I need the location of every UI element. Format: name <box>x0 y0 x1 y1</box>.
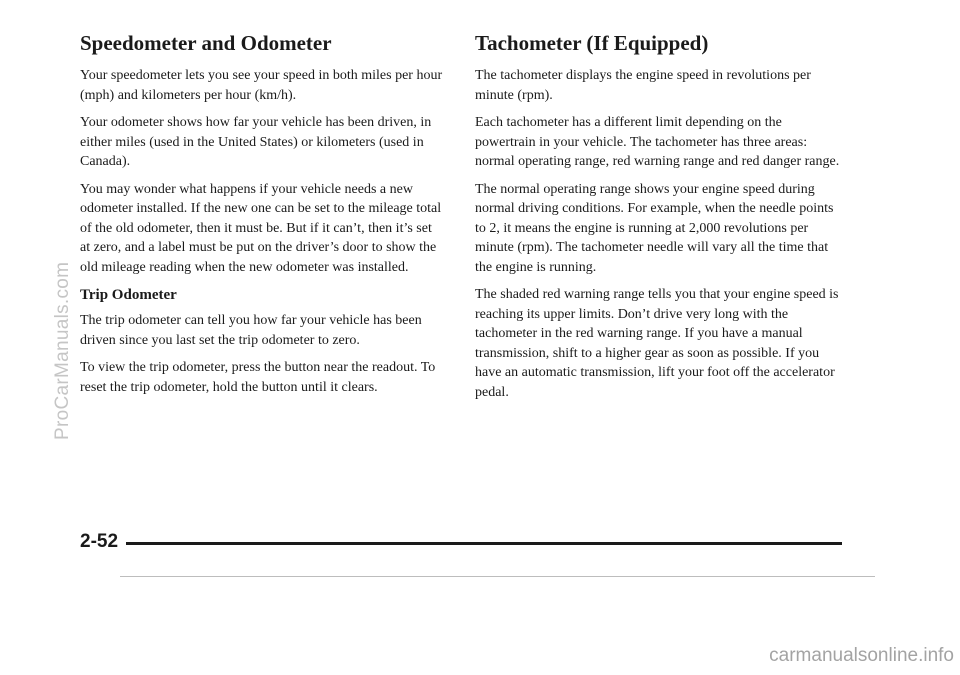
paragraph: The shaded red warning range tells you that your engine speed is reaching its upper limits. Don’t drive very long with the tachometer in the red warning range. If you have a manual transmission, shift to a higher gear as soon as possible. If you have an automatic transmission, lift your foot off the accelerator pedal. <box>475 287 839 400</box>
paragraph: Your speedometer lets you see your speed in both miles per hour (mph) and kilometers per hour (km/h). <box>80 68 443 103</box>
paragraph: The tachometer displays the engine speed in revolutions per minute (rpm). <box>475 68 811 103</box>
page-number: 2-52 <box>80 531 119 552</box>
paragraph: Your odometer shows how far your vehicle has been driven, in either miles (used in the United States) or kilometers (used in Canada). <box>80 115 432 169</box>
right-column <box>475 30 845 410</box>
bottom-watermark: carmanualsonline.info <box>769 645 954 666</box>
footer-rule <box>126 542 842 545</box>
paragraph: Each tachometer has a different limit depending on the powertrain in your vehicle. The tachometer has three areas: normal operating range, red warning range and red danger range. <box>475 115 840 169</box>
trip-odometer-heading: Trip Odometer <box>80 287 177 303</box>
scan-edge-line <box>120 576 875 577</box>
paragraph: The trip odometer can tell you how far your vehicle has been driven since you last set the trip odometer to zero. <box>80 313 422 348</box>
speedometer-odometer-heading: Speedometer and Odometer <box>80 31 332 55</box>
paragraph: You may wonder what happens if your vehicle needs a new odometer installed. If the new one can be set to the mileage total of the old odometer, then it must be. But if it can’t, then it’s set at zero, and a label must be put on the driver’s door to show the old mileage reading when the new odometer was installed. <box>80 181 442 275</box>
side-watermark: ProCarManuals.com <box>52 261 73 440</box>
page-footer <box>80 528 842 558</box>
left-column <box>80 30 445 405</box>
paragraph: To view the trip odometer, press the button near the readout. To reset the trip odometer, hold the button until it clears. <box>80 360 436 395</box>
paragraph: The normal operating range shows your engine speed during normal driving conditions. For example, when the needle points to 2, it means the engine is running at 2,000 revolutions per minute (rpm). The tachometer needle will vary all the time that the engine is running. <box>475 181 834 275</box>
tachometer-heading: Tachometer (If Equipped) <box>475 31 709 55</box>
